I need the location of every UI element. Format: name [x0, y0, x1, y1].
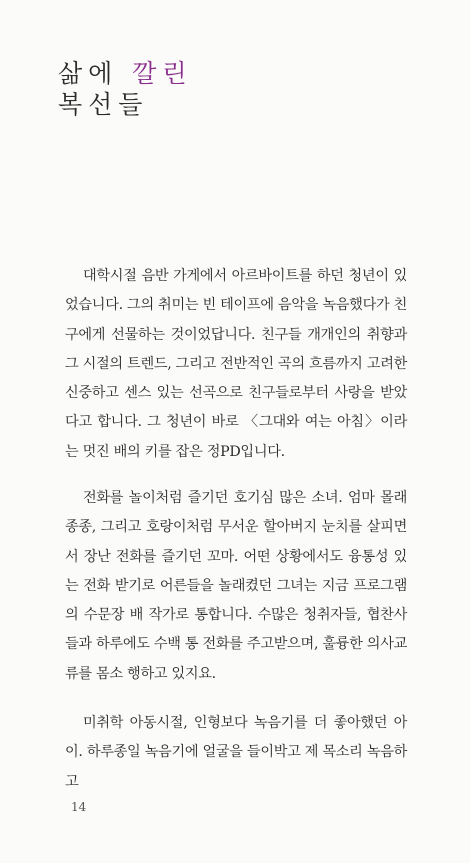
chapter-title-line-1: [58, 58, 193, 89]
paragraph-1: 대학시절 음반 가게에서 아르바이트를 하던 청년이 있었습니다. 그의 취미는 빈 테이프에 음악을 녹음했다가 친구에게 선물하는 것이었답니다. 친구들 개개인의 취향과 그 시절의 트렌드, 그리고 전반적인 곡의 흐름까지 고려한 신중하고 센스 있는 선곡으로 친구들로부터 사랑을 받았다고 합니다. 그 청년이 바로 〈그대와 여는 아침〉이라는 멋진 배의 키를 잡은 정PD입니다.: [65, 268, 407, 460]
chapter-title-word-1: 삶에: [58, 59, 133, 88]
page-number: 14: [71, 800, 87, 814]
paragraph-2: 전화를 놀이처럼 즐기던 호기심 많은 소녀. 엄마 몰래 종종, 그리고 호랑이처럼 무서운 할아버지 눈치를 살피면서 장난 전화를 즐기던 꼬마. 어떤 상황에서도 융통성 있는 전화 받기로 어른들을 놀래켰던 그녀는 지금 프로그램의 수문장 배 작가로 통합니다. 수많은 청취자들, 협찬사들과 하루에도 수백 통 전화를 주고받으며, 훌륭한 의사교류를 몸소 행하고 있지요.: [65, 490, 407, 682]
chapter-title: [58, 58, 193, 120]
paragraph-3: 미취학 아동시절, 인형보다 녹음기를 더 좋아했던 아이. 하루종일 녹음기에 얼굴을 들이박고 제 목소리 녹음하고: [65, 715, 407, 790]
chapter-title-line-2: 복선들: [58, 90, 149, 119]
chapter-title-accent-word: 깔린: [132, 59, 193, 88]
